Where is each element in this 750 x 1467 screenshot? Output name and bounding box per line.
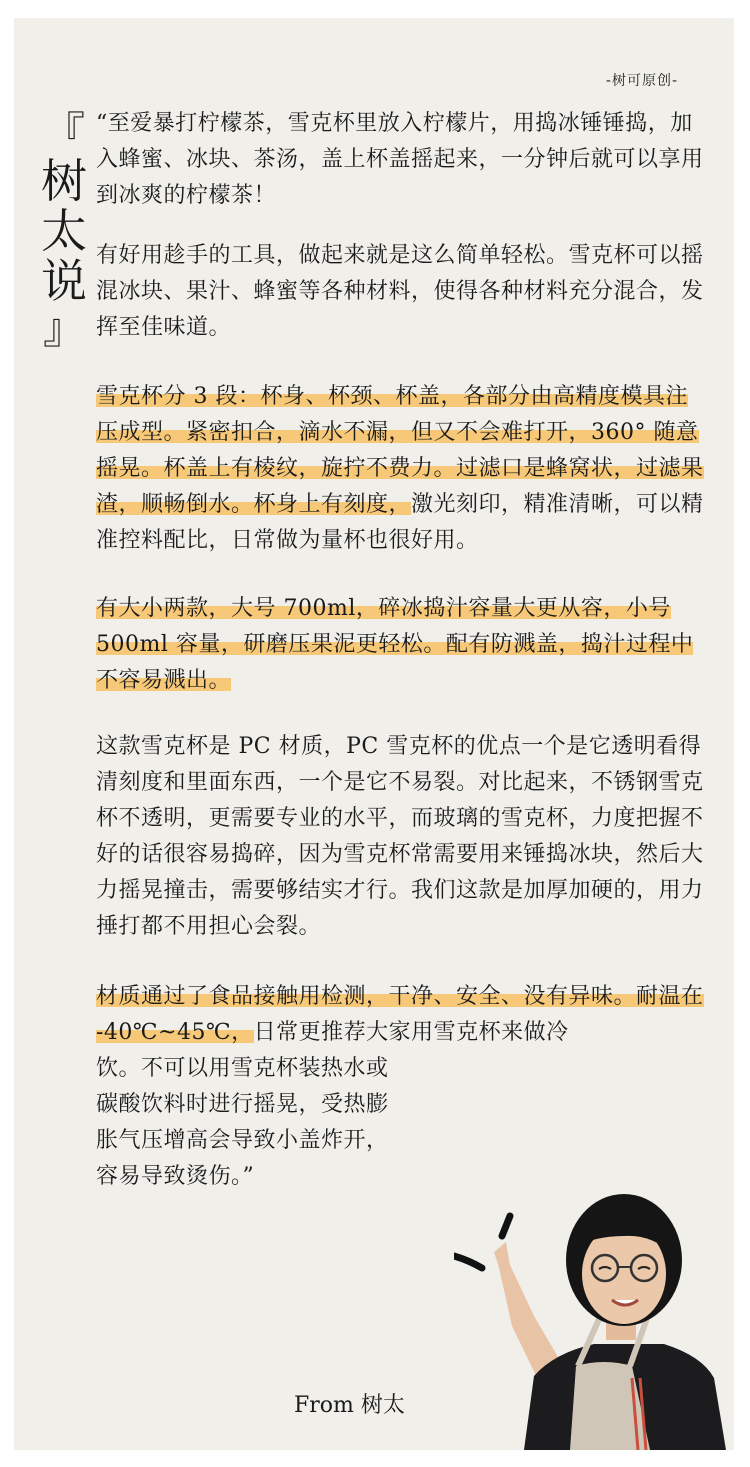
credit-label: -树可原创- <box>605 73 678 89</box>
side-title-char-3: 说 <box>41 254 87 308</box>
paragraph-safety-rest: 日常更推荐大家用雪克杯来做冷 <box>253 1020 569 1045</box>
paragraph-structure <box>96 379 706 559</box>
side-title <box>32 108 96 354</box>
highlight-safety: 材质通过了食品接触用检测，干净、安全、没有异味。耐温在 -40℃~45℃， <box>96 984 704 1045</box>
paragraph-intro: “至爱暴打柠檬茶，雪克杯里放入柠檬片，用捣冰锤锤捣，加入蜂蜜、冰块、茶汤，盖上杯盖摇起来，一分钟后就可以享用到冰爽的柠檬茶！ <box>96 111 704 208</box>
signature: From 树太 <box>294 1393 405 1418</box>
side-title-char-1: 树 <box>41 154 87 208</box>
paragraph-structure-rest: 激光刻印，精准清晰，可以精准控料配比，日常做为量杯也很好用。 <box>96 492 704 553</box>
highlight-sizes: 有大小两款，大号 700ml，碎冰捣汁容量大更从容，小号 500ml 容量，研磨压果泥更轻松。配有防溅盖，捣汁过程中不容易溅出。 <box>96 596 694 693</box>
paragraph-tool: 有好用趁手的工具，做起来就是这么简单轻松。雪克杯可以摇混冰块、果汁、蜂蜜等各种材料，使得各种材料充分混合，发挥至佳味道。 <box>96 243 704 340</box>
side-title-close-bracket: 』 <box>42 304 85 353</box>
paragraph-safety-line-1: 饮。不可以用雪克杯装热水或 <box>96 1056 389 1081</box>
paragraph-safety <box>96 979 706 1195</box>
article-card <box>14 18 734 1450</box>
highlight-structure: 雪克杯分 3 段：杯身、杯颈、杯盖，各部分由高精度模具注压成型。紧密扣合，滴水不漏，但又不会难打开，360° 随意摇晃。杯盖上有棱纹，旋拧不费力。过滤口是蜂窝状，过滤果渣，顺畅倒水。杯身上有刻度， <box>96 384 704 517</box>
paragraph-safety-line-3: 胀气压增高会导致小盖炸开， <box>96 1128 389 1153</box>
paragraph-sizes <box>96 591 706 699</box>
paragraph-material: 这款雪克杯是 PC 材质，PC 雪克杯的优点一个是它透明看得清刻度和里面东西，一个是它不易裂。对比起来，不锈钢雪克杯不透明，更需要专业的水平，而玻璃的雪克杯，力度把握不好的话很容易捣碎，因为雪克杯常需要用来锤捣冰块，然后大力摇晃撞击，需要够结实才行。我们这款是加厚加硬的，用力捶打都不用担心会裂。 <box>96 734 704 939</box>
paragraph-safety-line-4: 容易导致烫伤。” <box>96 1164 255 1189</box>
side-title-open-bracket: 『 <box>42 108 85 157</box>
author-illustration <box>454 1178 734 1450</box>
paragraph-safety-line-2: 碳酸饮料时进行摇晃，受热膨 <box>96 1092 389 1117</box>
article-body <box>96 106 706 1220</box>
side-title-char-2: 太 <box>41 204 87 258</box>
